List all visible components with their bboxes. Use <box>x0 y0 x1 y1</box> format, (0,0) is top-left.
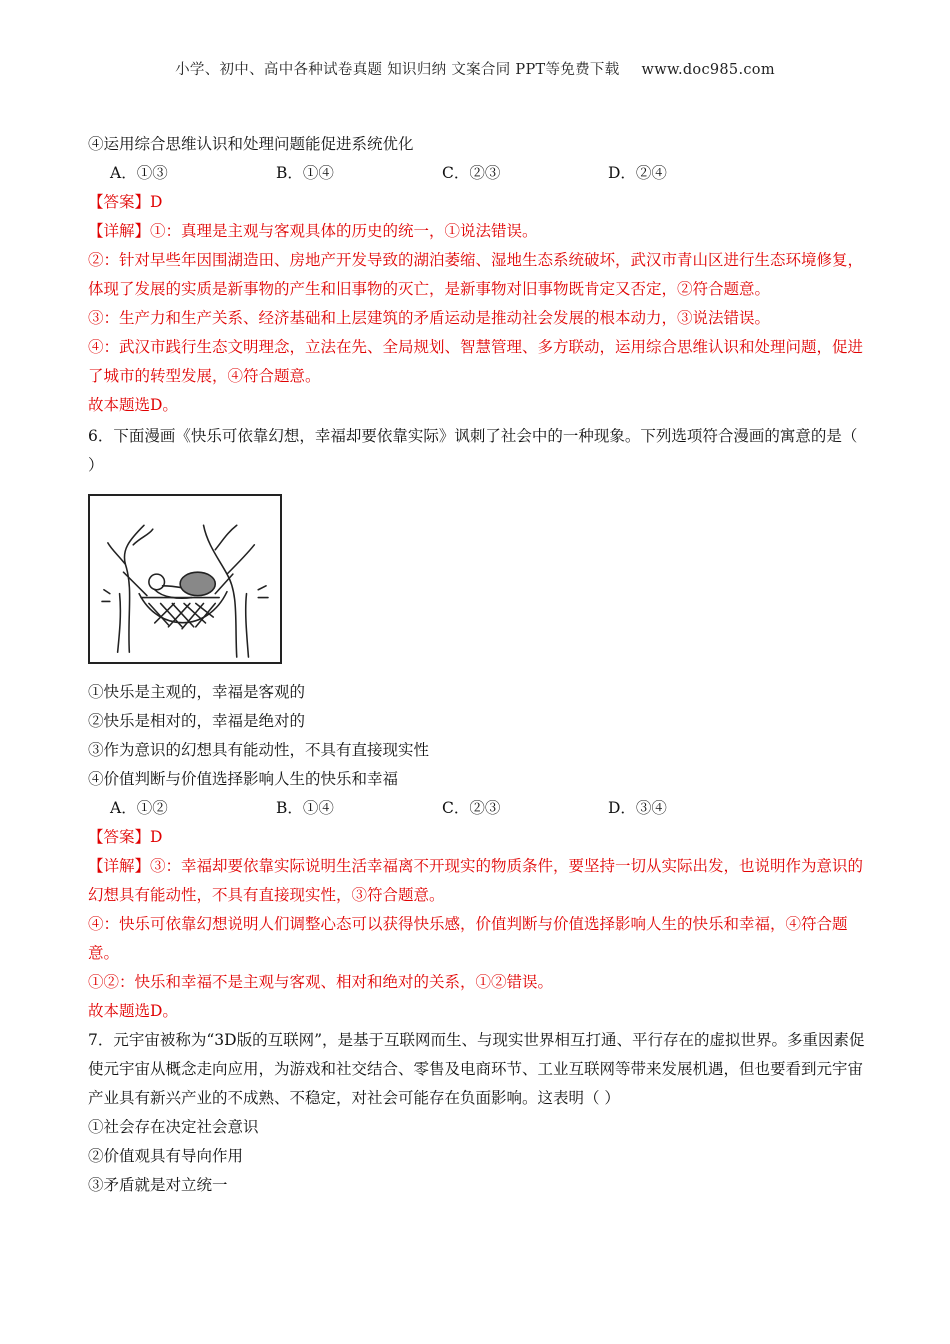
header-text: 小学、初中、高中各种试卷真题 知识归纳 文案合同 PPT等免费下载 <box>175 62 620 78</box>
q6-item-4: ④价值判断与价值选择影响人生的快乐和幸福 <box>88 770 399 788</box>
q7-item-2: ②价值观具有导向作用 <box>88 1147 244 1165</box>
q5-detail-1: 【详解】①：真理是主观与客观具体的历史的统一，①说法错误。 <box>88 222 538 240</box>
q6-detail-2: ④：快乐可依靠幻想说明人们调整心态可以获得快乐感，价值判断与价值选择影响人生的快乐和幸福，④符合题意。 <box>88 915 848 962</box>
q7-stem: 7．元宇宙被称为“3D版的互联网”，是基于互联网而生、与现实世界相互打通、平行存在的虚拟世界。多重因素促使元宇宙从概念走向应用，为游戏和社交结合、零售及电商环节、工业互联网等带来发展机遇，但也要看到元宇宙产业具有新兴产业的不成熟、不稳定，对社会可能存在负面影响。这表明（ ） <box>88 1031 865 1107</box>
q6-option-c: C．②③ <box>442 799 501 817</box>
q5-item-4: ④运用综合思维认识和处理问题能促进系统优化 <box>88 135 414 153</box>
q5-option-d: D．②④ <box>608 164 667 182</box>
q7-item-1: ①社会存在决定社会意识 <box>88 1118 259 1136</box>
q5-detail-4: ④：武汉市践行生态文明理念，立法在先、全局规划、智慧管理、多方联动，运用综合思维认识和处理问题，促进了城市的转型发展，④符合题意。 <box>88 338 864 385</box>
q5-option-c: C．②③ <box>442 164 501 182</box>
q6-option-b: B．①④ <box>276 799 334 817</box>
q6-stem: 6．下面漫画《快乐可依靠幻想，幸福却要依靠实际》讽刺了社会中的一种现象。下列选项符合漫画的寓意的是（ ） <box>88 427 858 474</box>
page-header <box>0 58 950 79</box>
q5-options <box>88 159 868 188</box>
header-site[interactable]: www.doc985.com <box>641 62 775 78</box>
q5-conclusion: 故本题选D。 <box>88 396 178 414</box>
q7-item-3: ③矛盾就是对立统一 <box>88 1176 228 1194</box>
q6-answer: 【答案】D <box>88 828 163 846</box>
q6-conclusion: 故本题选D。 <box>88 1002 178 1020</box>
q5-detail-3: ③：生产力和生产关系、经济基础和上层建筑的矛盾运动是推动社会发展的根本动力，③说法错误。 <box>88 309 771 327</box>
q6-options <box>88 794 868 823</box>
q5-option-b: B．①④ <box>276 164 334 182</box>
hammock-cartoon-icon <box>90 496 280 662</box>
q6-item-2: ②快乐是相对的，幸福是绝对的 <box>88 712 306 730</box>
q5-option-a: A．①③ <box>110 164 168 182</box>
q6-detail-3: ①②：快乐和幸福不是主观与客观、相对和绝对的关系，①②错误。 <box>88 973 554 991</box>
q6-item-1: ①快乐是主观的，幸福是客观的 <box>88 683 306 701</box>
q6-option-a: A．①② <box>110 799 168 817</box>
document-body <box>88 130 868 1200</box>
q6-detail-1: 【详解】③：幸福却要依靠实际说明生活幸福离不开现实的物质条件，要坚持一切从实际出发，也说明作为意识的幻想具有能动性，不具有直接现实性，③符合题意。 <box>88 857 864 904</box>
q6-option-d: D．③④ <box>608 799 667 817</box>
q5-detail-2: ②：针对早些年因围湖造田、房地产开发导致的湖泊萎缩、湿地生态系统破坏，武汉市青山区进行生态环境修复，体现了发展的实质是新事物的产生和旧事物的灭亡，是新事物对旧事物既肯定又否定，②符合题意。 <box>88 251 864 298</box>
q5-answer: 【答案】D <box>88 193 163 211</box>
q6-item-3: ③作为意识的幻想具有能动性，不具有直接现实性 <box>88 741 430 759</box>
cartoon-image <box>88 494 282 664</box>
